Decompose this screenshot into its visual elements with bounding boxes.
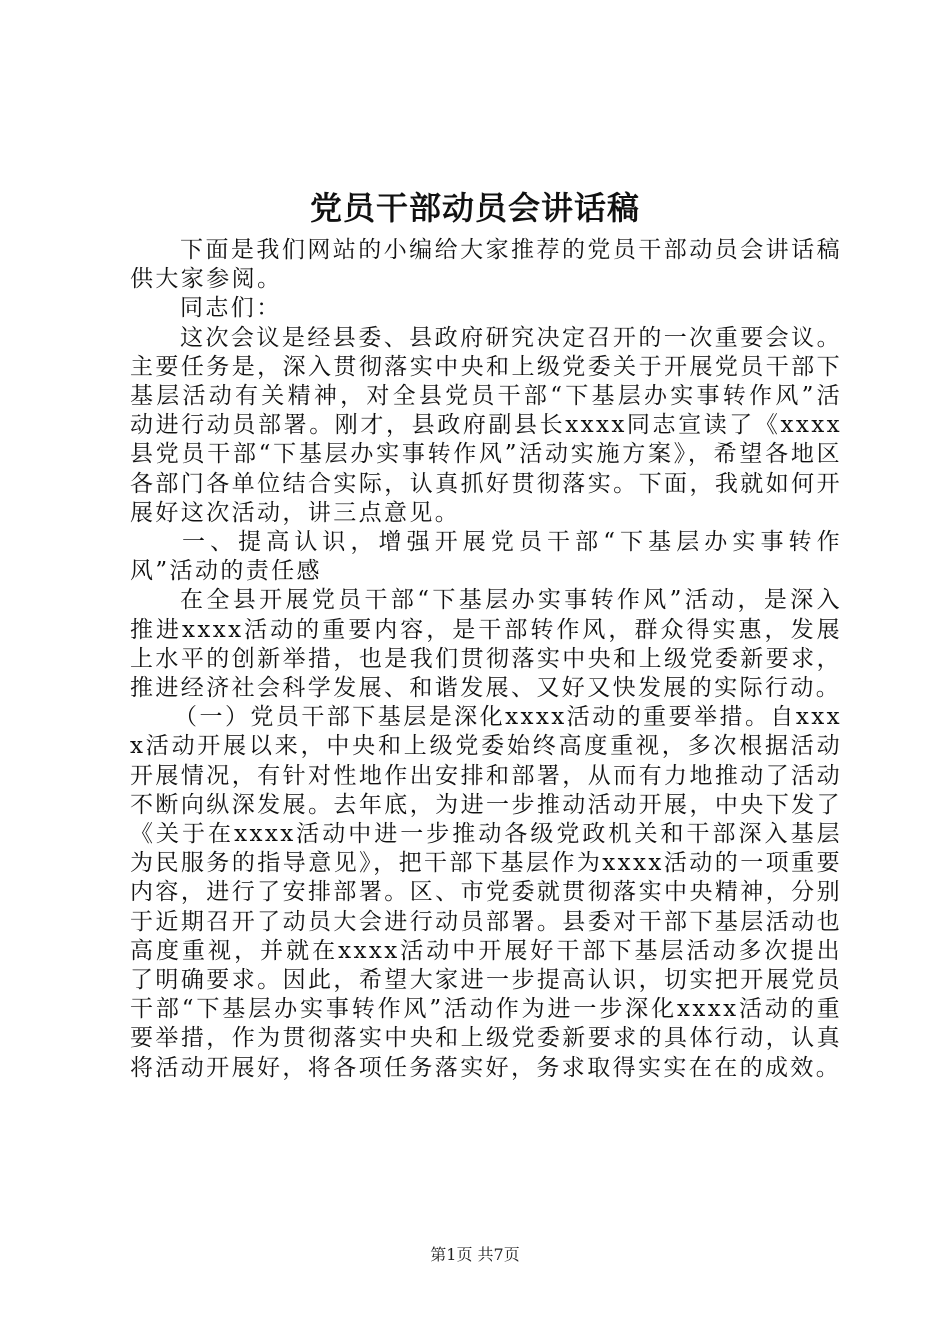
document-title: 党员干部动员会讲话稿	[309, 189, 640, 227]
subsection-paragraph: （一）党员干部下基层是深化xxxx活动的重要举措。自xxxx活动开展以来，中央和上级党委始终高度重视，多次根据活动开展情况，有针对性地作出安排和部署，从而有力地推动了活动不断向纵深发展。去年底，为进一步推动活动开展，中央下发了《关于在xxxx活动中进一步推动各级党政机关和干部深入基层为民服务的指导意见》，把干部下基层作为xxxx活动的一项重要内容，进行了安排部署。区、市党委就贯彻落实中央精神，分别于近期召开了动员大会进行动员部署。县委对干部下基层活动也高度重视，并就在xxxx活动中开展好干部下基层活动多次提出了明确要求。因此，希望大家进一步提高认识，切实把开展党员干部“下基层办实事转作风”活动作为进一步深化xxxx活动的重要举措，作为贯彻落实中央和上级党委新要求的具体行动，认真将活动开展好，将各项任务落实好，务求取得实实在在的成效。	[130, 704, 842, 1081]
body-paragraph: 这次会议是经县委、县政府研究决定召开的一次重要会议。主要任务是，深入贯彻落实中央和上级党委关于开展党员干部下基层活动有关精神，对全县党员干部“下基层办实事转作风”活动进行动员部署。刚才，县政府副县长xxxx同志宣读了《xxxx县党员干部“下基层办实事转作风”活动实施方案》，希望各地区各部门各单位结合实际，认真抓好贯彻落实。下面，我就如何开展好这次活动，讲三点意见。	[130, 324, 842, 526]
intro-paragraph: 下面是我们网站的小编给大家推荐的党员干部动员会讲话稿供大家参阅。	[130, 237, 842, 293]
page-footer: 第1页 共7页	[430, 1245, 520, 1264]
document-body	[130, 236, 842, 1083]
salutation: 同志们：	[180, 295, 282, 322]
section-heading: 一、提高认识，增强开展党员干部“下基层办实事转作风”活动的责任感	[130, 529, 842, 585]
body-paragraph: 在全县开展党员干部“下基层办实事转作风”活动，是深入推进xxxx活动的重要内容，是干部转作风，群众得实惠，发展上水平的创新举措，也是我们贯彻落实中央和上级党委新要求，推进经济社会科学发展、和谐发展、又好又快发展的实际行动。	[130, 587, 842, 702]
